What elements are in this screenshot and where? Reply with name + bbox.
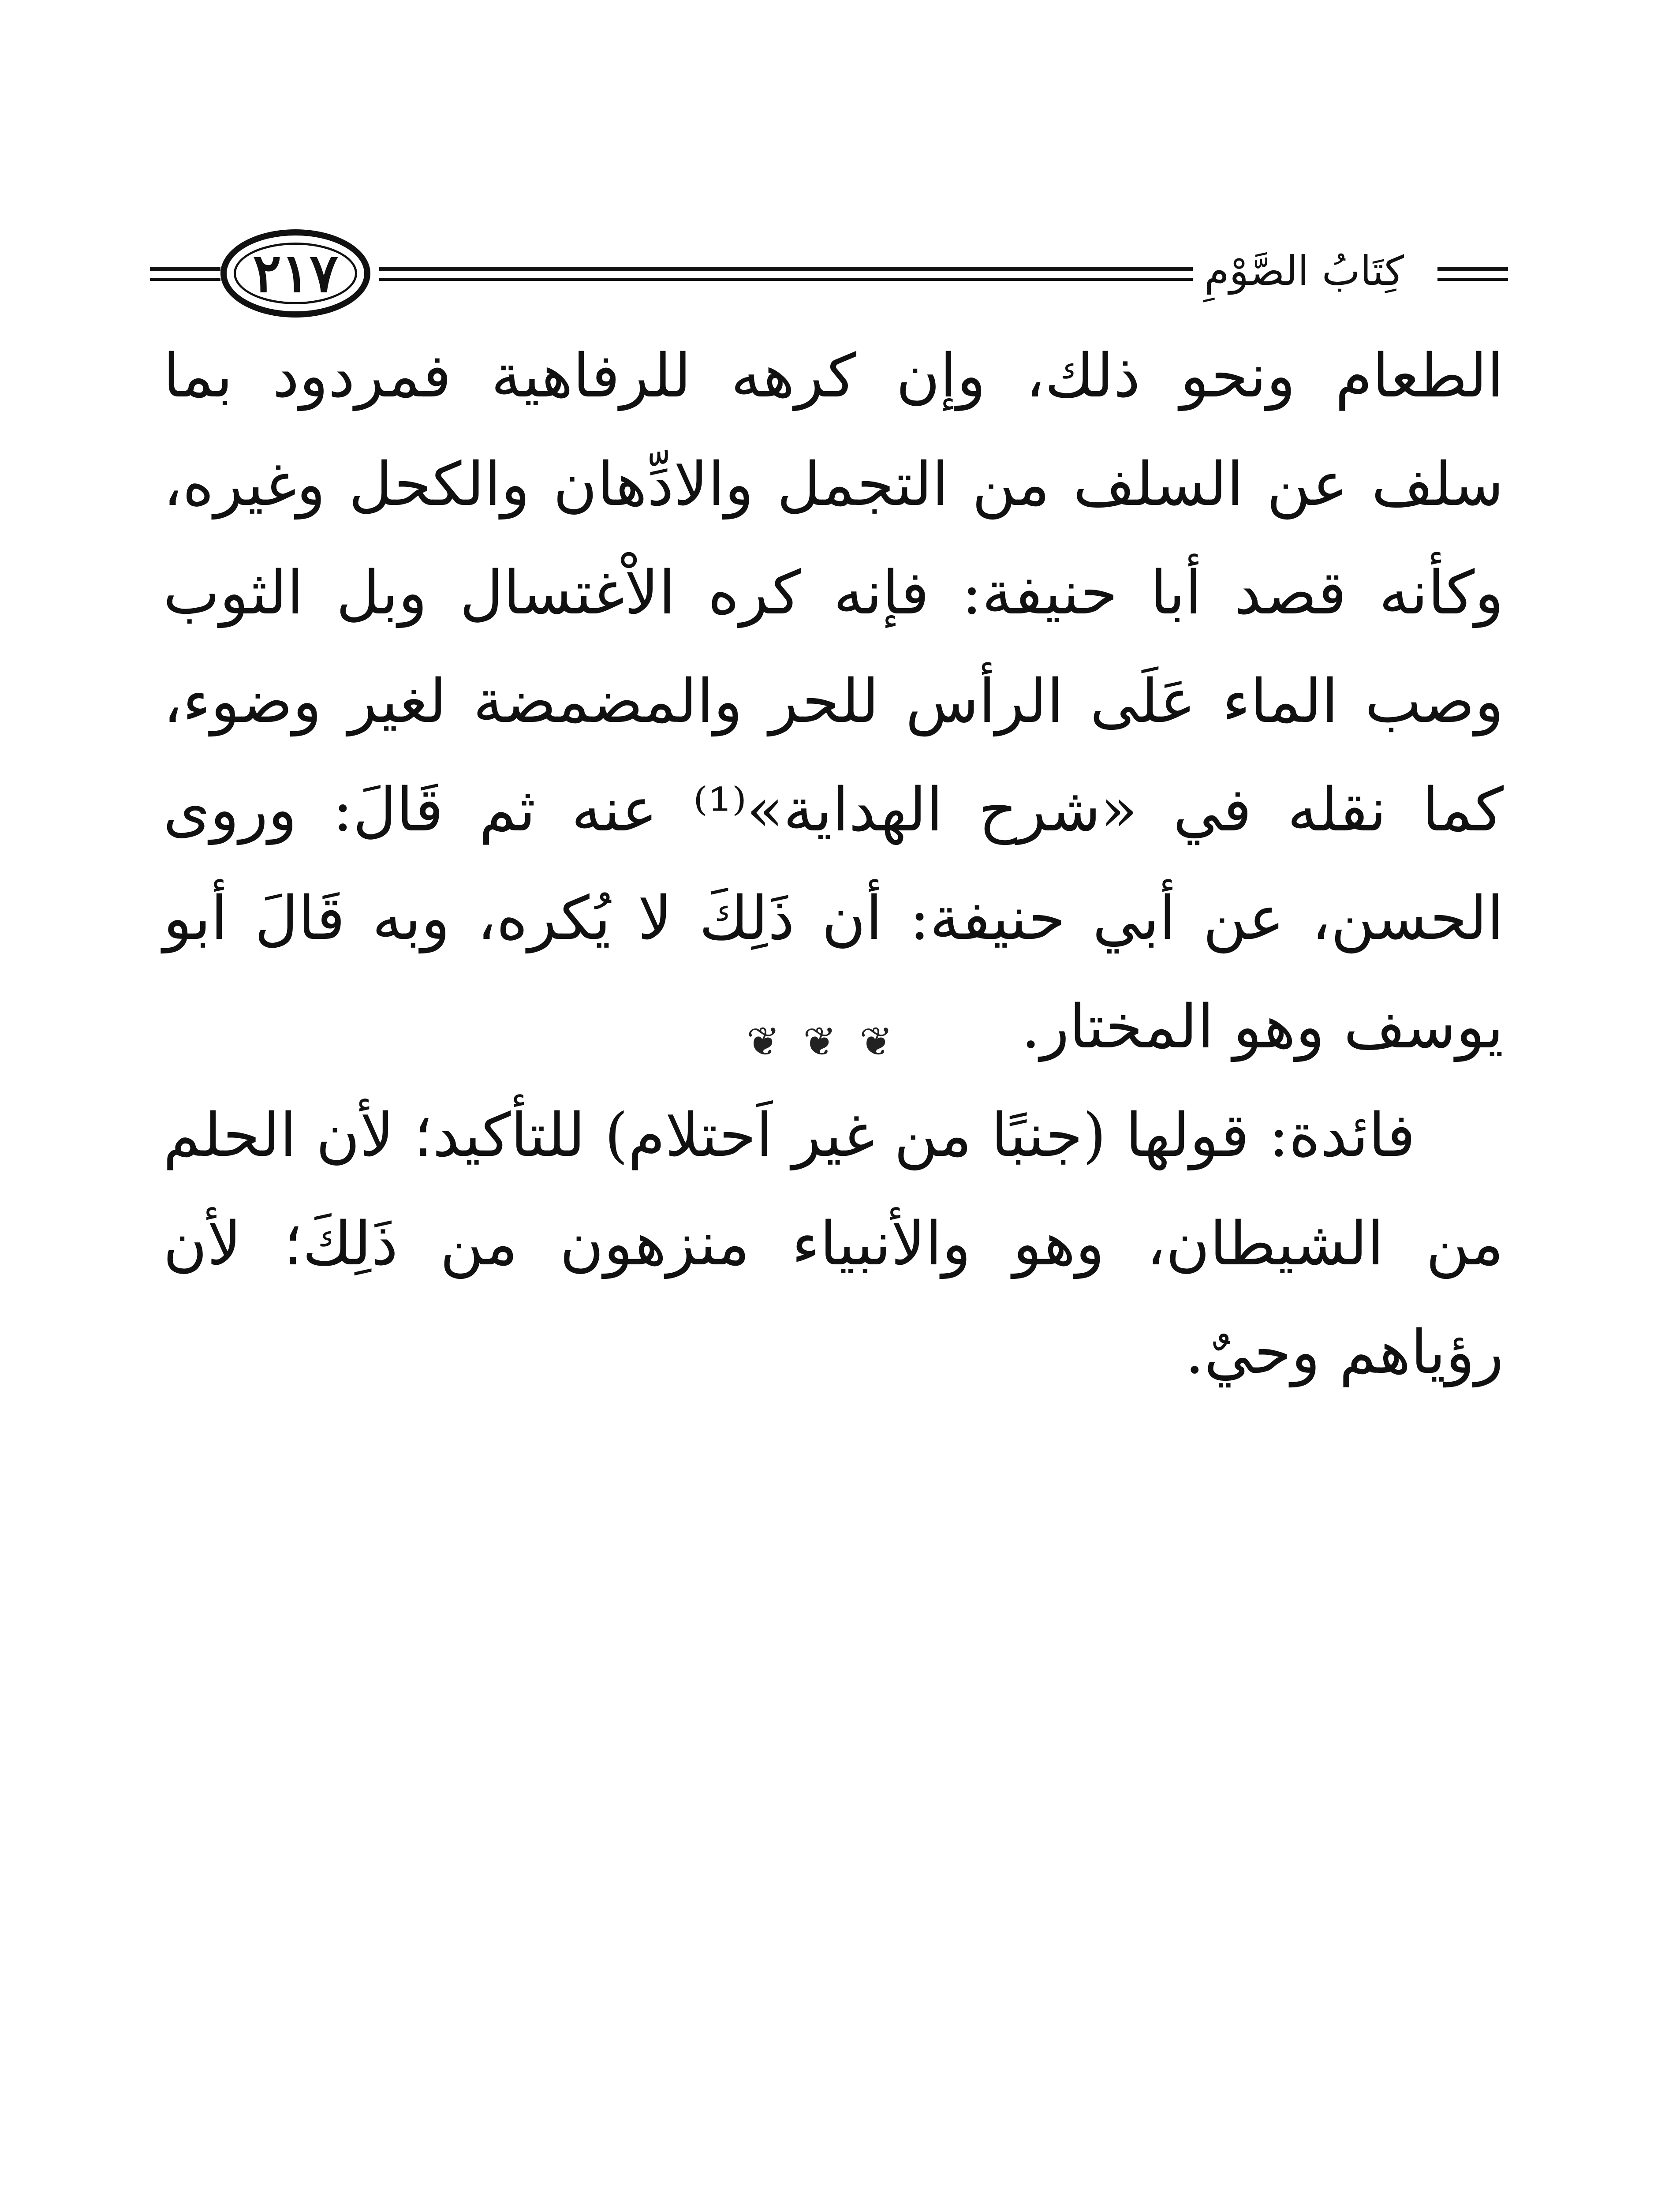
body-paragraph: الطعام ونحو ذلك، وإن كرهه للرفاهية فمردود بما سلف عن السلف من التجمل والادِّهان والكحل وغيره، وكأنه قصد أبا حنيفة: فإنه كره الاْغتسال وبل الثوب وصب الماء عَلَى الرأس للحر والمضمضة لغير وضوء، كما نقله في «شرح الهداية»⁽¹⁾ عنه ثم قَالَ: وروى الحسن، عن أبي حنيفة: أن ذَلِكَ لا يُكره، وبه قَالَ أبو يوسف وهو المختار.: [163, 341, 1504, 1062]
page-number: ٢١٧: [253, 242, 338, 304]
rule-line: [150, 278, 220, 281]
rule-line: [1437, 267, 1508, 271]
header-rule-left: [150, 267, 220, 288]
running-header: [150, 229, 1508, 322]
body-paragraph: فائدة: قولها (جنبًا من غير اَحتلام) للتأكيد؛ لأن الحلم من الشيطان، وهو والأنبياء منزهون من ذَلِكَ؛ لأن رؤياهم وحيٌ.: [163, 1101, 1504, 1387]
page-number-badge: [220, 229, 370, 318]
book-title: كِتَابُ الصَّوْمِ: [1193, 247, 1415, 295]
section-end-ornament: ❦ ❦ ❦: [747, 1019, 898, 1065]
main-text: [163, 322, 1504, 1407]
header-rule-main: [379, 267, 1261, 288]
rule-line: [150, 267, 220, 271]
header-rule-right: [1437, 267, 1508, 288]
rule-line: [1437, 278, 1508, 281]
rule-line: [379, 278, 1261, 281]
rule-line: [379, 267, 1261, 271]
